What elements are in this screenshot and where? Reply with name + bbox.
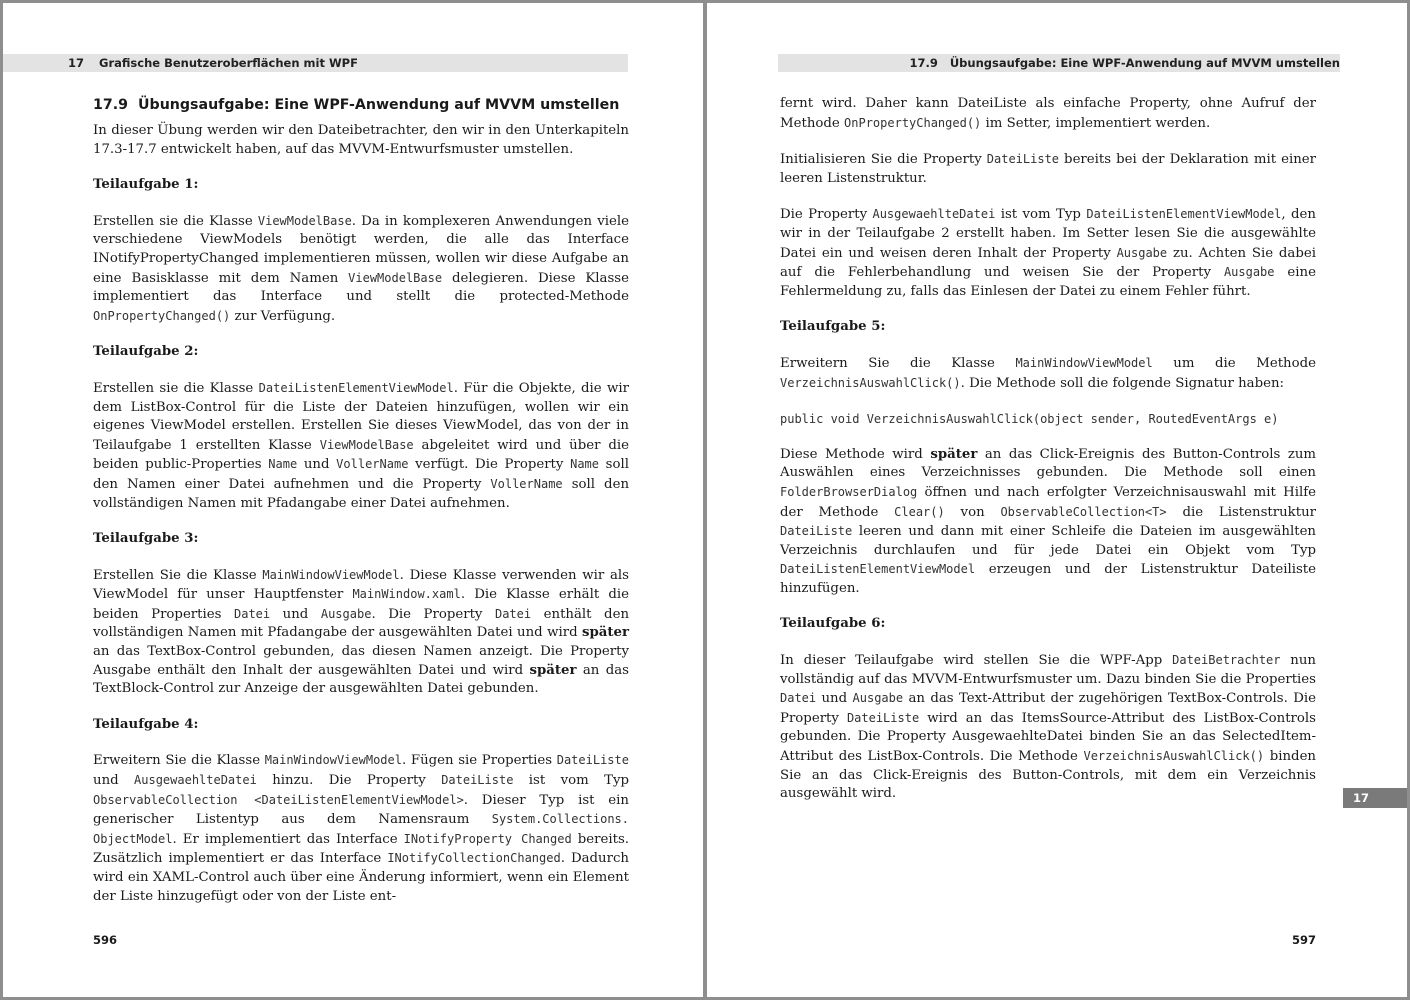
task-2-text: Erstellen sie die Klasse DateiListenElementViewModel. Für die Objekte, die wir dem ListBox-Control für die Liste der Dateien hinzufügen, wollen wir ein eigenes ViewModel erstellen. Erstellen Sie dieses ViewModel, das von der in Teilaufgabe 1 erstellten Klasse ViewModelBase abgeleitet wird und über die beiden public-Properties Name und VollerName verfügt. Die Property Name soll den Namen einer Datei aufnehmen und die Property VollerName soll den vollständigen Namen mit Pfadangabe einer Datei aufnehmen. [93,380,630,511]
section-title: Übungsaufgabe: Eine WPF-Anwendung auf MVVM umstellen [949,56,1340,70]
task-4-heading: Teilaufgabe 4: [93,716,199,732]
selected-file-paragraph: Die Property AusgewaehlteDatei ist vom Typ DateiListenElementViewModel, den wir in der Teilaufgabe 2 erstellt haben. Im Setter lesen Sie die ausgewählte Datei ein und weisen deren Inhalt der Property Ausgabe zu. Achten Sie dabei auf die Fehlerbehandlung und weisen Sie der Property Ausgabe eine Fehlermeldung zu, falls das Einlesen der Datei zu einem Fehler führt. [780,207,1316,299]
chapter-title: Grafische Benutzeroberflächen mit WPF [99,56,358,70]
task-6-heading: Teilaufgabe 6: [780,616,886,632]
right-page [707,3,1407,997]
code-signature: public void VerzeichnisAuswahlClick(object sender, RoutedEventArgs e) [780,412,1279,427]
running-header [3,54,628,72]
page-number: 597 [1292,933,1317,947]
section-title: Übungsaufgabe: Eine WPF-Anwendung auf MVVM umstellen [138,97,620,113]
task-5-description: Diese Methode wird später an das Click-Ereignis des Button-Controls zum Auswählen eines Verzeichnisses gebunden. Die Methode soll einen FolderBrowserDialog öffnen und nach erfolgter Verzeichnisauswahl mit Hilfe der Methode Clear() von ObservableCollection<T> die Listenstruktur DateiListe leeren und dann mit einer Schleife die Dateien im ausgewählten Verzeichnis durchlaufen und für jede Datei ein Objekt vom Typ DateiListenElementViewModel erzeugen und der Listenstruktur Dateiliste hinzufügen. [780,446,1316,596]
task-4-text: Erweitern Sie die Klasse MainWindowViewModel. Fügen sie Properties DateiListe und AusgewaehlteDatei hinzu. Die Property DateiListe ist vom Typ ObservableCollection <DateiListenElementViewModel>. Dieser Typ ist ein generischer Listentyp aus dem Namensraum System.Collections. ObjectModel. Er implementiert das Interface INotifyProperty Changed bereits. Zusätzlich implementiert er das Interface INotifyCollectionChanged. Dadurch wird ein XAML-Control auch über eine Änderung informiert, wenn ein Element der Liste hinzugefügt oder von der Liste ent- [93,753,629,904]
chapter-thumb-tab: 17 [1343,788,1407,808]
task-5-heading: Teilaufgabe 5: [780,319,886,335]
chapter-number: 17 [68,56,85,70]
init-paragraph: Initialisieren Sie die Property DateiListe bereits bei der Deklaration mit einer leeren Listenstruktur. [780,152,1316,186]
task-6-text: In dieser Teilaufgabe wird stellen Sie die WPF-App DateiBetrachter nun vollständig auf das MVVM-Entwurfsmuster um. Dazu binden Sie die Properties Datei und Ausgabe an das Text-Attribut der zugehörigen TextBox-Controls. Die Property DateiListe wird an das ItemsSource-Attribut des ListBox-Controls gebunden. Die Property AusgewaehlteDatei binden Sie an das SelectedItem-Attribut des ListBox-Controls. Die Methode VerzeichnisAuswahlClick() binden Sie an das Click-Ereignis des Button-Controls, mit dem ein Verzeichnis ausgewählt wird. [780,653,1316,802]
page-body [93,95,629,923]
task-2-heading: Teilaufgabe 2: [93,344,199,360]
page-body [780,95,1316,821]
running-header [778,54,1340,72]
task-3-heading: Teilaufgabe 3: [93,531,199,547]
page-number: 596 [93,933,118,947]
task-5-text: Erweitern Sie die Klasse MainWindowViewModel um die Methode VerzeichnisAuswahlClick(). Die Methode soll die folgende Signatur haben: [780,355,1317,391]
continued-paragraph: fernt wird. Daher kann DateiListe als einfache Property, ohne Aufruf der Methode OnPropertyChanged() im Setter, implementiert werden. [780,96,1316,131]
task-3-text: Erstellen Sie die Klasse MainWindowViewModel. Diese Klasse verwenden wir als ViewModel für unser Hauptfenster MainWindow.xaml. Die Klasse erhält die beiden Properties Datei und Ausgabe. Die Property Datei enthält den vollständigen Namen mit Pfadangabe der ausgewählten Datei und wird später an das TextBox-Control gebunden, das diesen Namen anzeigt. Die Property Ausgabe enthält den Inhalt der ausgewählten Datei und wird später an das TextBlock-Control zur Anzeige der ausgewählten Datei gebunden. [93,567,630,697]
intro-paragraph: In dieser Übung werden wir den Dateibetrachter, den wir in den Unterkapiteln 17.3-17.7 entwickelt haben, auf das MVVM-Entwurfsmuster umstellen. [93,123,629,157]
section-heading [93,95,629,115]
task-1-text: Erstellen sie die Klasse ViewModelBase. Da in komplexeren Anwendungen viele verschiedene ViewModels benötigt werden, die alle das Interface INotifyPropertyChanged implementieren müssen, wollen wir diese Aufgabe an eine Basisklasse mit dem Namen ViewModelBase delegieren. Diese Klasse implementiert das Interface und stellt die protected-Methode OnPropertyChanged() zur Verfügung. [93,213,629,324]
left-page [3,3,703,997]
section-number: 17.9 [93,97,129,113]
task-1-heading: Teilaufgabe 1: [93,177,199,193]
section-number: 17.9 [909,56,938,70]
